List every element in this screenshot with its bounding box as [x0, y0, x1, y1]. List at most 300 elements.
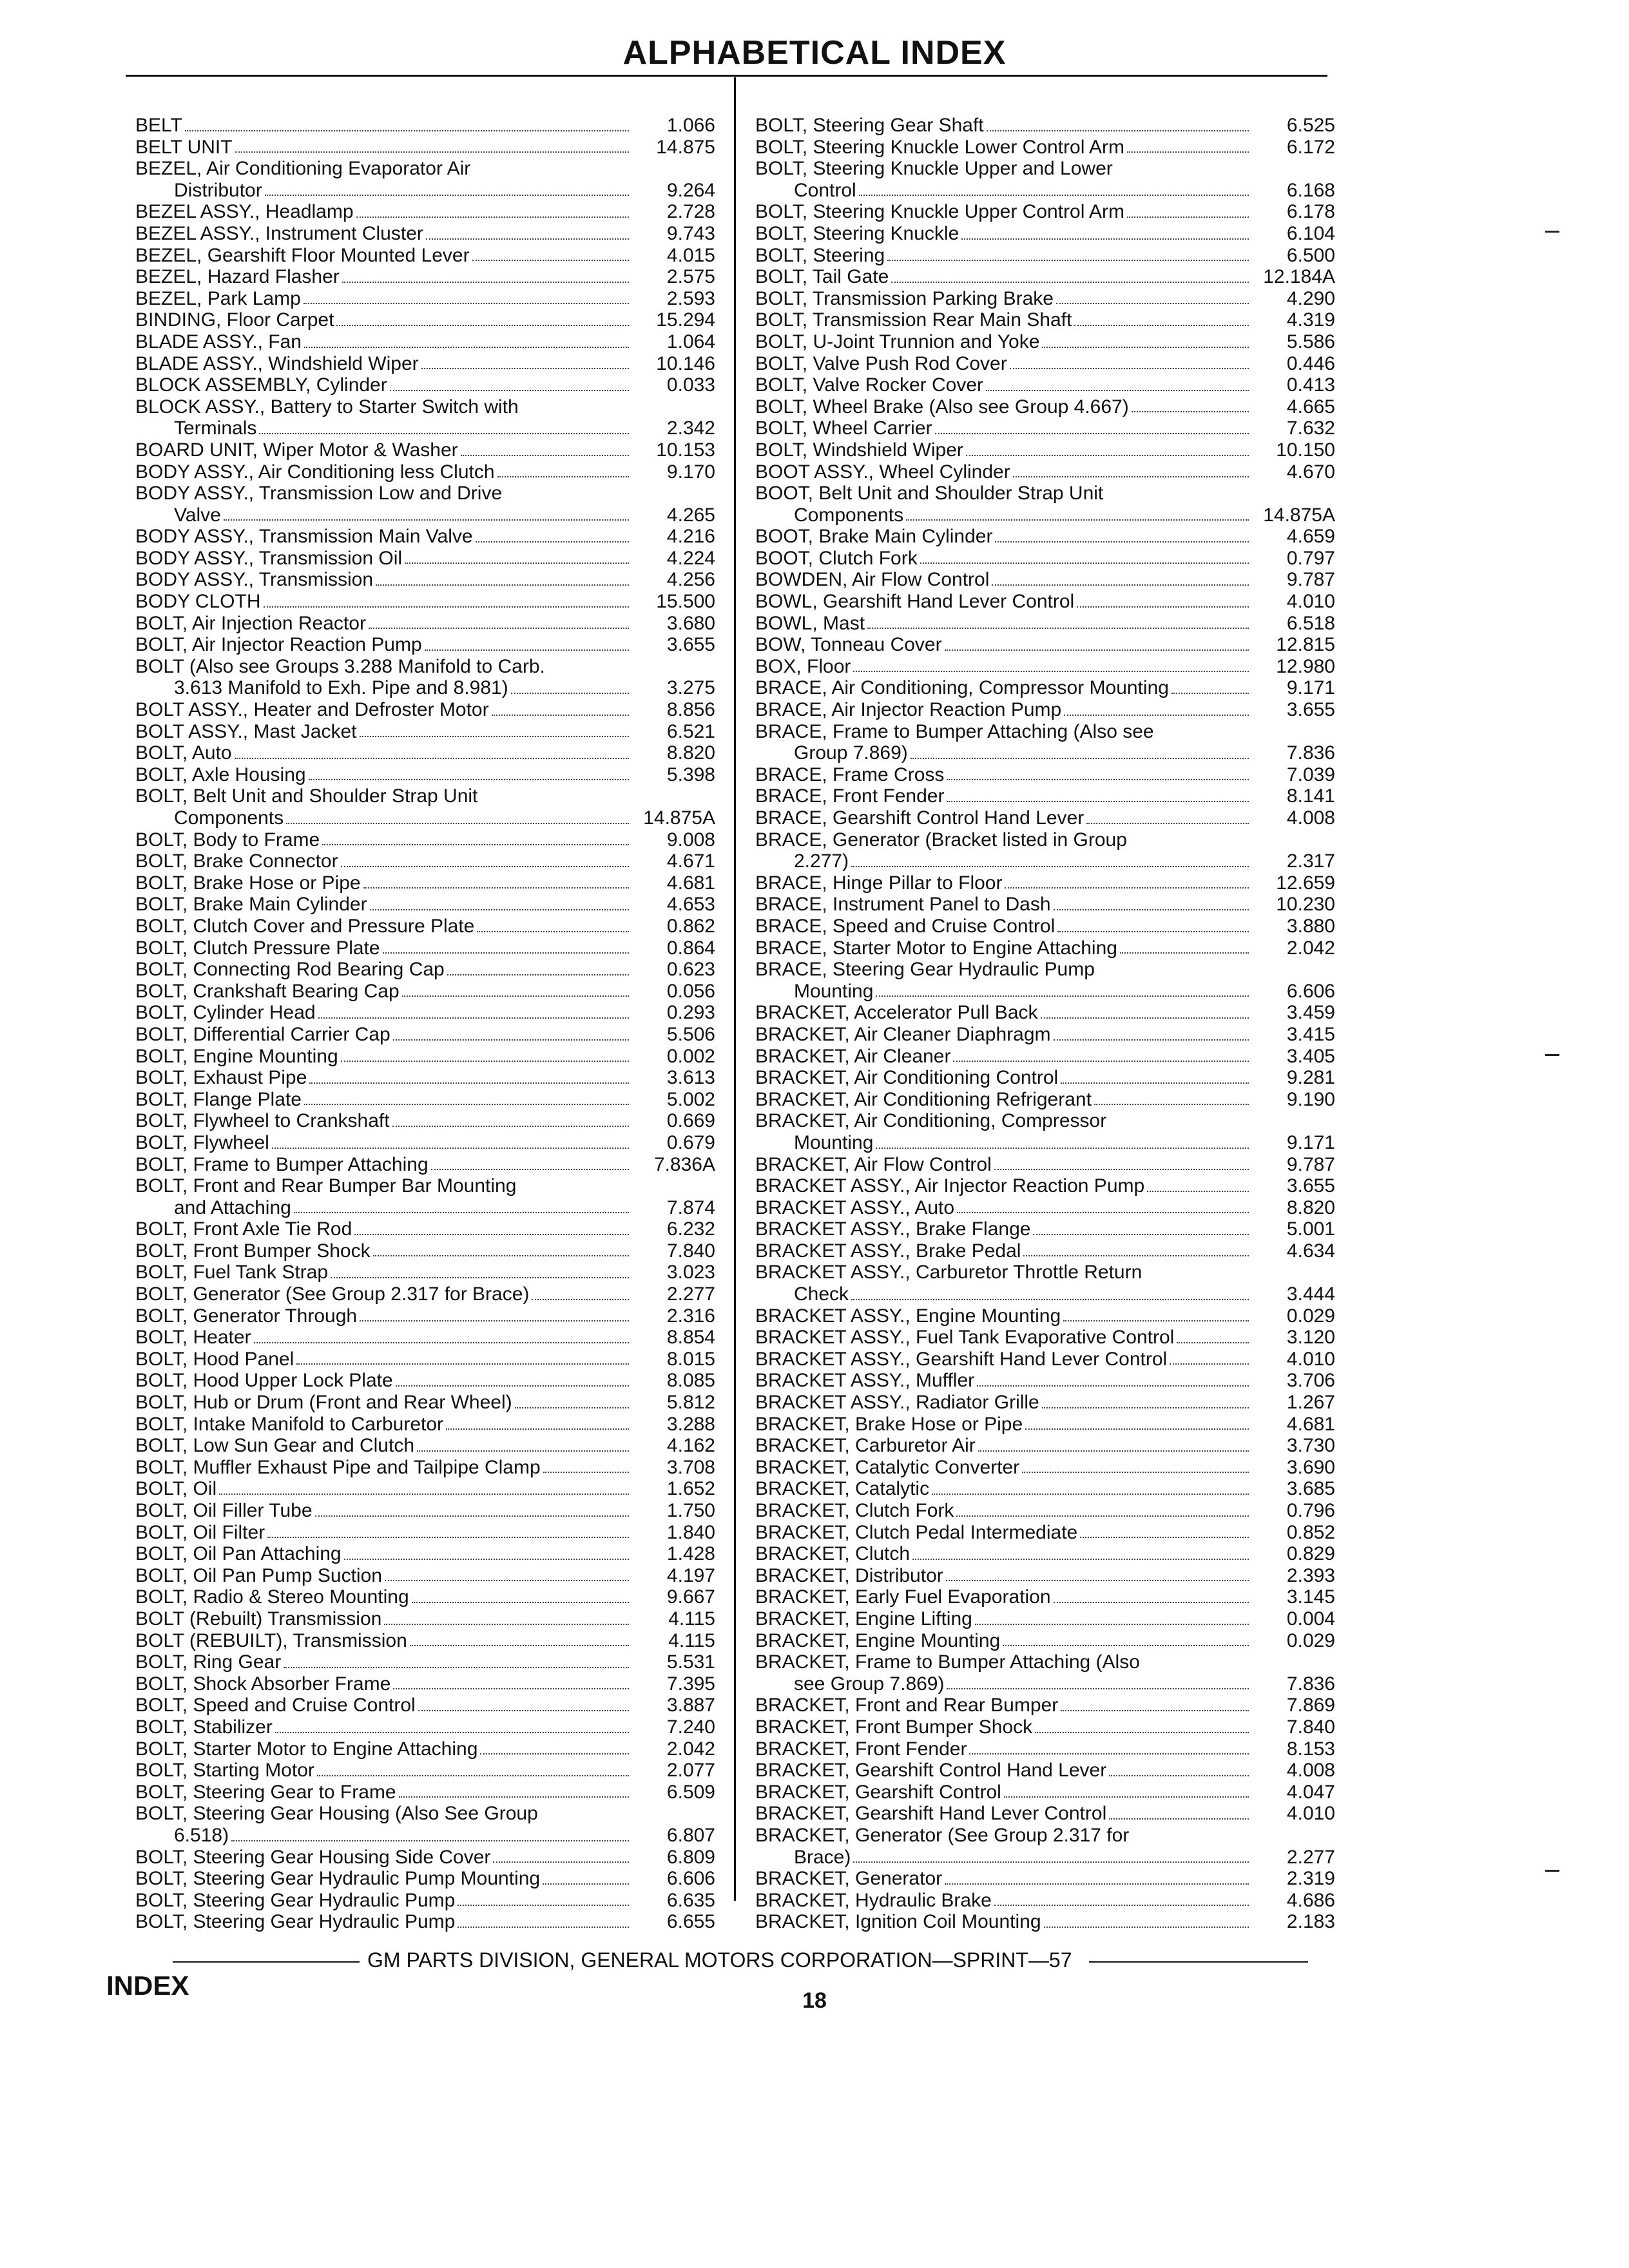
- entry-name-continuation: Check: [794, 1283, 849, 1305]
- index-entry: [135, 1392, 715, 1414]
- entry-name: BOLT, Heater: [135, 1327, 251, 1349]
- group-number: 3.685: [1286, 1478, 1335, 1500]
- dot-leader: [1064, 715, 1249, 716]
- entry-name: BOLT, Clutch Cover and Pressure Plate: [135, 915, 475, 937]
- dot-leader: [1033, 1234, 1249, 1235]
- dot-leader: [945, 649, 1249, 651]
- index-entry: [755, 764, 1335, 786]
- group-number: 6.178: [1286, 201, 1335, 223]
- entry-name: BRACKET ASSY., Brake Pedal: [755, 1240, 1021, 1262]
- title-rule: [126, 75, 1327, 77]
- dot-leader: [360, 1320, 629, 1321]
- dot-leader: [294, 1212, 629, 1213]
- dot-leader: [318, 1017, 629, 1019]
- entry-name: BRACKET, Air Cleaner Diaphragm: [755, 1023, 1051, 1045]
- group-number: 4.197: [666, 1564, 715, 1586]
- group-number: 3.708: [666, 1456, 715, 1478]
- margin-tick: [1545, 1054, 1559, 1056]
- dot-leader: [1013, 476, 1249, 477]
- column-divider: [734, 77, 736, 1901]
- group-number: 4.010: [1286, 591, 1335, 613]
- group-number: 4.670: [1286, 461, 1335, 483]
- dot-leader: [851, 1299, 1249, 1300]
- entry-name: BRACKET, Engine Lifting: [755, 1608, 972, 1629]
- index-entry: [755, 1370, 1335, 1392]
- group-number: 3.613: [666, 1067, 715, 1089]
- index-entry: [135, 764, 715, 786]
- group-number: 9.171: [1286, 677, 1335, 699]
- group-number: 4.162: [666, 1435, 715, 1457]
- entry-name: BOLT ASSY., Mast Jacket: [135, 720, 357, 742]
- index-entry: [135, 569, 715, 591]
- group-number: 7.395: [666, 1673, 715, 1695]
- index-entry: [755, 1327, 1335, 1349]
- entry-name: BRACKET, Gearshift Control: [755, 1781, 1001, 1803]
- group-number: 3.444: [1286, 1283, 1335, 1305]
- group-number: 4.047: [1286, 1781, 1335, 1803]
- index-entry: [135, 201, 715, 223]
- group-number: 3.655: [666, 634, 715, 656]
- entry-name: BRACKET ASSY., Fuel Tank Evaporative Control: [755, 1327, 1175, 1349]
- index-entry: [135, 634, 715, 656]
- index-entry: [755, 1565, 1335, 1587]
- dot-leader: [344, 1559, 629, 1560]
- index-entry: [135, 223, 715, 245]
- entry-name: BOOT, Belt Unit and Shoulder Strap Unit: [755, 483, 1104, 505]
- group-number: 8.856: [666, 699, 715, 721]
- index-entry: [135, 1435, 715, 1457]
- dot-leader: [425, 649, 629, 651]
- group-number: 14.875A: [643, 807, 715, 829]
- entry-name: BOLT, Oil Filter: [135, 1521, 265, 1543]
- index-entry: [755, 1349, 1335, 1370]
- index-entry: [135, 288, 715, 310]
- index-entry: [135, 742, 715, 764]
- section-label: INDEX: [106, 1970, 189, 2001]
- group-number: 8.820: [666, 742, 715, 764]
- dot-leader: [447, 974, 629, 975]
- group-number: 6.509: [666, 1781, 715, 1803]
- dot-leader: [992, 584, 1249, 586]
- index-entry: [755, 721, 1335, 764]
- group-number: 5.398: [666, 764, 715, 785]
- dot-leader: [1005, 887, 1249, 889]
- index-entry: [135, 1738, 715, 1760]
- dot-leader: [370, 909, 629, 910]
- group-number: 6.525: [1286, 115, 1335, 136]
- entry-name: BOLT, Valve Push Rod Cover: [755, 352, 1007, 374]
- index-entry: [135, 548, 715, 570]
- entry-name: BOLT, Axle Housing: [135, 764, 306, 785]
- group-number: 3.655: [1286, 1175, 1335, 1197]
- dot-leader: [369, 628, 629, 629]
- entry-name: BRACKET ASSY., Gearshift Hand Lever Control: [755, 1348, 1168, 1370]
- entry-name: BOLT, Stabilizer: [135, 1716, 273, 1738]
- entry-name-continuation: Distributor: [174, 179, 262, 201]
- group-number: 3.120: [1286, 1327, 1335, 1349]
- index-entry: [135, 1651, 715, 1673]
- entry-name: BRACE, Air Conditioning, Compressor Mounting: [755, 677, 1169, 699]
- entry-name-continuation: Brace): [794, 1846, 851, 1868]
- entry-name: BRACKET, Air Conditioning, Compressor: [755, 1110, 1107, 1132]
- group-number: 6.809: [666, 1846, 715, 1868]
- entry-name: BOLT, Front Axle Tie Rod: [135, 1218, 352, 1240]
- group-number: 4.659: [1286, 526, 1335, 548]
- index-entry: [755, 309, 1335, 331]
- entry-name: BRACKET, Generator (See Group 2.317 for: [755, 1824, 1130, 1846]
- entry-name: BOLT, Oil Filler Tube: [135, 1500, 313, 1521]
- entry-name: BRACE, Hinge Pillar to Floor: [755, 872, 1003, 894]
- dot-leader: [480, 1753, 629, 1754]
- entry-name: BOLT, Connecting Rod Bearing Cap: [135, 959, 445, 981]
- group-number: 8.085: [666, 1370, 715, 1392]
- dot-leader: [477, 931, 629, 932]
- entry-name: BOWL, Mast: [755, 612, 865, 634]
- index-entry: [135, 1890, 715, 1912]
- dot-leader: [853, 671, 1249, 672]
- entry-name: BOLT, Steering Gear Shaft: [755, 115, 984, 136]
- index-entry: [755, 1024, 1335, 1046]
- index-entry: [135, 1457, 715, 1479]
- entry-name: BOLT, Crankshaft Bearing Cap: [135, 980, 400, 1002]
- index-entry: [755, 1392, 1335, 1414]
- dot-leader: [235, 758, 629, 759]
- group-number: 5.531: [666, 1651, 715, 1673]
- group-number: 2.317: [1286, 850, 1335, 872]
- dot-leader: [384, 1624, 629, 1625]
- dot-leader: [458, 1905, 629, 1906]
- group-number: 0.679: [666, 1131, 715, 1153]
- dot-leader: [994, 1905, 1249, 1906]
- index-entry: [755, 526, 1335, 548]
- dot-leader: [947, 801, 1249, 802]
- entry-name: BOLT, Body to Frame: [135, 829, 320, 850]
- dot-leader: [341, 866, 629, 867]
- dot-leader: [1063, 1320, 1249, 1321]
- group-number: 4.010: [1286, 1803, 1335, 1825]
- dot-leader: [995, 541, 1249, 543]
- group-number: 6.807: [666, 1824, 715, 1846]
- dot-leader: [331, 1277, 629, 1278]
- dot-leader: [219, 1494, 629, 1495]
- entry-name-continuation: Components: [794, 504, 904, 526]
- index-entry: [755, 1305, 1335, 1327]
- dot-leader: [1023, 1255, 1249, 1256]
- index-entry: [755, 785, 1335, 807]
- index-entry: [135, 1500, 715, 1522]
- index-entry: [755, 1002, 1335, 1024]
- entry-name: BOLT, Speed and Cruise Control: [135, 1695, 416, 1716]
- entry-name: BRACKET, Accelerator Pull Back: [755, 1002, 1038, 1024]
- entry-name: BOWL, Gearshift Hand Lever Control: [755, 591, 1075, 613]
- group-number: 0.796: [1286, 1500, 1335, 1521]
- group-number: 0.669: [666, 1110, 715, 1132]
- entry-name: BOLT, U-Joint Trunnion and Yoke: [755, 331, 1040, 352]
- dot-leader: [497, 476, 629, 477]
- index-entry: [755, 634, 1335, 656]
- entry-name: BELT UNIT: [135, 136, 233, 158]
- entry-name: BOLT, Transmission Parking Brake: [755, 287, 1054, 309]
- entry-name: BINDING, Floor Carpet: [135, 309, 334, 331]
- entry-name: BOLT, Steering Gear to Frame: [135, 1781, 396, 1803]
- group-number: 15.294: [656, 309, 715, 331]
- index-entry: [135, 1240, 715, 1262]
- entry-name-continuation: Components: [174, 807, 284, 829]
- entry-name: BRACKET, Air Conditioning Refrigerant: [755, 1088, 1092, 1110]
- index-entry: [755, 894, 1335, 916]
- group-number: 8.141: [1286, 785, 1335, 807]
- entry-name: BRACKET, Front and Rear Bumper: [755, 1695, 1059, 1716]
- index-entry: [135, 1089, 715, 1111]
- entry-name-continuation: and Attaching: [174, 1196, 291, 1218]
- group-number: 7.039: [1286, 764, 1335, 785]
- group-number: 6.606: [666, 1868, 715, 1890]
- dot-leader: [543, 1472, 629, 1473]
- index-entry: [755, 1414, 1335, 1436]
- dot-leader: [296, 1363, 629, 1365]
- group-number: 7.632: [1286, 418, 1335, 439]
- dot-leader: [399, 1796, 629, 1798]
- dot-leader: [1109, 1818, 1249, 1820]
- group-number: 2.728: [666, 201, 715, 223]
- dot-leader: [532, 1299, 629, 1300]
- group-number: 3.459: [1286, 1002, 1335, 1024]
- index-entry: [755, 288, 1335, 310]
- entry-name: BOLT, Hood Upper Lock Plate: [135, 1370, 393, 1392]
- index-entry: [135, 699, 715, 721]
- dot-leader: [932, 1494, 1249, 1495]
- entry-name: BRACKET, Brake Hose or Pipe: [755, 1413, 1023, 1435]
- dot-leader: [309, 779, 629, 780]
- index-entry: [755, 937, 1335, 959]
- group-number: 0.002: [666, 1045, 715, 1067]
- entry-name: BODY CLOTH: [135, 591, 261, 613]
- dot-leader: [264, 606, 630, 608]
- entry-name: BOLT, Generator (See Group 2.317 for Brace): [135, 1283, 530, 1305]
- group-number: 0.797: [1286, 547, 1335, 569]
- entry-name: BRACKET, Catalytic: [755, 1478, 930, 1500]
- dot-leader: [392, 1126, 629, 1127]
- group-number: 0.829: [1286, 1543, 1335, 1565]
- entry-name: BOLT (Rebuilt) Transmission: [135, 1608, 382, 1629]
- entry-name: BRACE, Speed and Cruise Control: [755, 915, 1055, 937]
- index-entry: [755, 1154, 1335, 1176]
- entry-name: BRACKET, Early Fuel Evaporation: [755, 1586, 1051, 1608]
- group-number: 7.869: [1286, 1695, 1335, 1716]
- index-entry: [755, 418, 1335, 439]
- entry-name: BOLT, Clutch Pressure Plate: [135, 937, 380, 959]
- index-entry: [755, 1478, 1335, 1500]
- group-number: 9.170: [666, 461, 715, 483]
- group-number: 4.671: [666, 850, 715, 872]
- dot-leader: [1054, 909, 1249, 910]
- dot-leader: [876, 995, 1249, 997]
- dot-leader: [393, 1039, 629, 1041]
- index-entry: [135, 1414, 715, 1436]
- entry-name: BOLT, Starting Motor: [135, 1760, 314, 1782]
- index-entry: [135, 1847, 715, 1869]
- entry-name: BOLT, Fuel Tank Strap: [135, 1262, 329, 1283]
- dot-leader: [315, 1515, 629, 1517]
- index-entry: [135, 850, 715, 872]
- entry-name: BOLT, Belt Unit and Shoulder Strap Unit: [135, 785, 478, 807]
- group-number: 4.256: [666, 569, 715, 591]
- group-number: 0.033: [666, 374, 715, 396]
- group-number: 4.653: [666, 894, 715, 916]
- index-entry: [755, 1695, 1335, 1716]
- index-entry: [755, 223, 1335, 245]
- entry-name: BOLT, Steering Gear Hydraulic Pump Mounting: [135, 1868, 541, 1890]
- entry-name: BLADE ASSY., Fan: [135, 331, 302, 352]
- dot-leader: [231, 1840, 629, 1841]
- footer-rule-right: [1089, 1961, 1308, 1963]
- entry-name: BRACKET, Distributor: [755, 1564, 943, 1586]
- index-entry: [135, 1695, 715, 1716]
- dot-leader: [953, 1061, 1249, 1062]
- group-number: 12.815: [1276, 634, 1335, 656]
- dot-leader: [543, 1883, 629, 1885]
- entry-name: BOLT, Tail Gate: [755, 266, 889, 288]
- group-number: 0.864: [666, 937, 715, 959]
- entry-name: BRACKET ASSY., Radiator Grille: [755, 1392, 1039, 1414]
- index-entry: [135, 959, 715, 981]
- index-entry: [135, 1673, 715, 1695]
- dot-leader: [1170, 1363, 1249, 1365]
- group-number: 4.665: [1286, 396, 1335, 418]
- group-number: 1.840: [666, 1521, 715, 1543]
- dot-leader: [275, 1732, 629, 1733]
- group-number: 6.606: [1286, 980, 1335, 1002]
- dot-leader: [935, 433, 1249, 434]
- entry-name: BOLT (Also see Groups 3.288 Manifold to Carb.: [135, 655, 545, 677]
- dot-leader: [1086, 823, 1249, 824]
- entry-name: BRACKET, Ignition Coil Mounting: [755, 1911, 1041, 1933]
- group-number: 4.216: [666, 526, 715, 548]
- dot-leader: [977, 1385, 1249, 1387]
- dot-leader: [1044, 1927, 1249, 1928]
- group-number: 9.008: [666, 829, 715, 850]
- group-number: 8.854: [666, 1327, 715, 1349]
- group-number: 3.145: [1286, 1586, 1335, 1608]
- group-number: 14.875: [656, 136, 715, 158]
- group-number: 2.393: [1286, 1564, 1335, 1586]
- index-entry: [755, 1218, 1335, 1240]
- entry-name: BRACKET ASSY., Air Injector Reaction Pump: [755, 1175, 1145, 1197]
- entry-name: BOLT, Auto: [135, 742, 232, 764]
- index-entry: [135, 1565, 715, 1587]
- index-entry: [755, 1738, 1335, 1760]
- group-number: 3.880: [1286, 915, 1335, 937]
- group-number: 0.293: [666, 1002, 715, 1024]
- dot-leader: [373, 1255, 629, 1256]
- entry-name: BOLT, Steering Gear Hydraulic Pump: [135, 1911, 456, 1933]
- dot-leader: [410, 1645, 629, 1646]
- index-entry: [135, 1586, 715, 1608]
- index-entry: [135, 461, 715, 483]
- index-entry: [755, 1500, 1335, 1522]
- group-number: 4.681: [1286, 1413, 1335, 1435]
- dot-leader: [961, 238, 1249, 240]
- dot-leader: [966, 455, 1249, 456]
- group-number: 4.224: [666, 547, 715, 569]
- group-number: 0.029: [1286, 1629, 1335, 1651]
- dot-leader: [887, 260, 1249, 261]
- index-entry: [755, 699, 1335, 721]
- index-entry: [135, 309, 715, 331]
- dot-leader: [304, 303, 629, 304]
- group-number: 3.275: [666, 677, 715, 699]
- dot-leader: [946, 1580, 1249, 1581]
- group-number: 3.887: [666, 1695, 715, 1716]
- dot-leader: [1061, 1710, 1249, 1711]
- index-entry: [755, 677, 1335, 699]
- index-entry: [135, 374, 715, 396]
- entry-name: BRACE, Frame to Bumper Attaching (Also see: [755, 720, 1154, 742]
- group-number: 6.655: [666, 1911, 715, 1933]
- group-number: 4.686: [1286, 1889, 1335, 1911]
- group-number: 7.840: [1286, 1716, 1335, 1738]
- dot-leader: [393, 1688, 629, 1689]
- index-entry: [135, 1370, 715, 1392]
- dot-leader: [1035, 1732, 1249, 1733]
- group-number: 5.001: [1286, 1218, 1335, 1240]
- entry-name: BOLT, Low Sun Gear and Clutch: [135, 1435, 415, 1457]
- index-entry: [755, 591, 1335, 613]
- index-entry: [755, 829, 1335, 872]
- dot-leader: [402, 995, 629, 997]
- index-entry: [135, 721, 715, 743]
- dot-leader: [947, 1688, 1249, 1689]
- index-entry: [135, 245, 715, 267]
- entry-name: BRACKET ASSY., Engine Mounting: [755, 1305, 1061, 1327]
- index-entry: [755, 158, 1335, 201]
- group-number: 10.153: [656, 439, 715, 461]
- entry-name: BOLT, Flywheel: [135, 1131, 269, 1153]
- group-number: 3.405: [1286, 1045, 1335, 1067]
- index-entry: [135, 1002, 715, 1024]
- page-title: ALPHABETICAL INDEX: [622, 34, 1007, 72]
- entry-name: BOLT, Intake Manifold to Carburetor: [135, 1413, 444, 1435]
- entry-name: BOLT, Hub or Drum (Front and Rear Wheel): [135, 1392, 512, 1414]
- dot-leader: [1054, 1602, 1249, 1603]
- entry-name: BRACKET, Clutch Pedal Intermediate: [755, 1521, 1078, 1543]
- entry-name: BRACKET, Carburetor Air: [755, 1435, 976, 1457]
- group-number: 2.042: [1286, 937, 1335, 959]
- index-entry: [135, 1218, 715, 1240]
- index-entry: [755, 266, 1335, 288]
- entry-name: BODY ASSY., Transmission Low and Drive: [135, 483, 503, 505]
- group-number: 4.319: [1286, 309, 1335, 331]
- dot-leader: [994, 1169, 1249, 1170]
- entry-name: BOLT, Brake Main Cylinder: [135, 894, 367, 916]
- index-entry: [755, 1110, 1335, 1153]
- entry-name: BRACKET, Hydraulic Brake: [755, 1889, 992, 1911]
- entry-name-continuation: 2.277): [794, 850, 849, 872]
- group-number: 9.787: [1286, 569, 1335, 591]
- index-entry: [135, 158, 715, 201]
- group-number: 4.115: [668, 1608, 715, 1629]
- entry-name-continuation: 6.518): [174, 1824, 229, 1846]
- entry-name: BOLT, Muffler Exhaust Pipe and Tailpipe Clamp: [135, 1456, 541, 1478]
- group-number: 8.153: [1286, 1738, 1335, 1760]
- dot-leader: [851, 866, 1249, 867]
- entry-name: BOLT, Valve Rocker Cover: [755, 374, 984, 396]
- index-entry: [755, 1586, 1335, 1608]
- dot-leader: [511, 693, 629, 694]
- index-entry: [755, 1457, 1335, 1479]
- group-number: 0.862: [666, 915, 715, 937]
- group-number: 10.150: [1276, 439, 1335, 461]
